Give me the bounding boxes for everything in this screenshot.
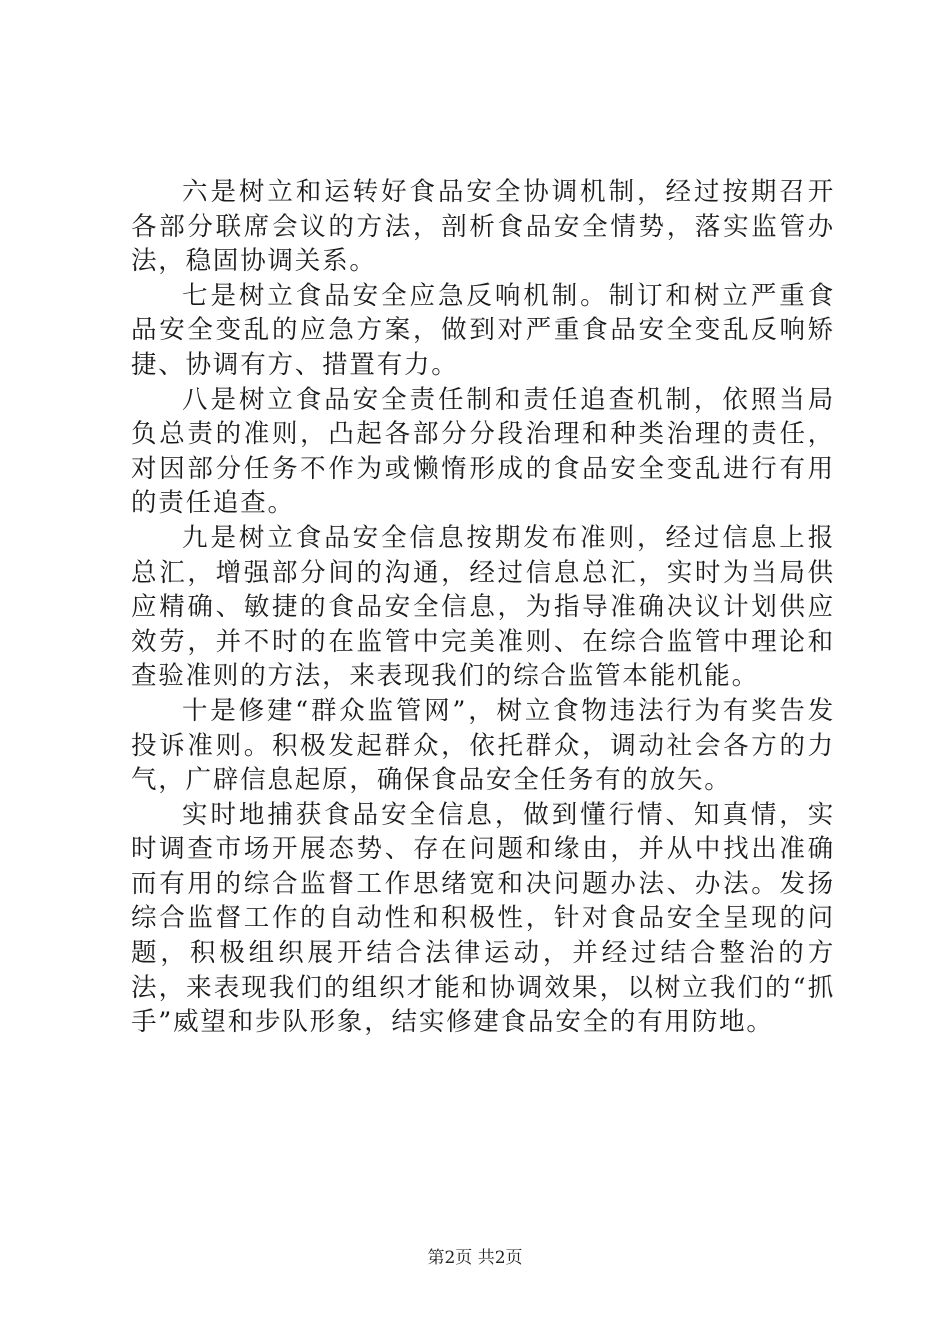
paragraph-9: 九是树立食品安全信息按期发布准则，经过信息上报总汇，增强部分间的沟通，经过信息总汇，实时为当局供应精确、敏捷的食品安全信息，为指导准确决议计划供应效劳，并不时的在监管中完美准则、在综合监管中理论和查验准则的方法，来表现我们的综合监管本能机能。 (131, 522, 835, 692)
paragraph-7: 七是树立食品安全应急反响机制。制订和树立严重食品安全变乱的应急方案，做到对严重食品安全变乱反响矫捷、协调有方、措置有力。 (131, 280, 835, 380)
paragraph-10: 十是修建“群众监管网”，树立食物违法行为有奖告发投诉准则。积极发起群众，依托群众，调动社会各方的力气，广辟信息起原，确保食品安全任务有的放矢。 (131, 695, 835, 796)
paragraph-summary: 实时地捕获食品安全信息，做到懂行情、知真情，实时调查市场开展态势、存在问题和缘由，并从中找出准确而有用的综合监督工作思绪宽和决问题办法、办法。发扬综合监督工作的自动性和积极性，针对食品安全呈现的问题，积极组织展开结合法律运动，并经过结合整治的方法，来表现我们的组织才能和协调效果，以树立我们的“抓手”威望和步队形象，结实修建食品安全的有用防地。 (131, 799, 835, 1038)
body-text (131, 175, 835, 1040)
page-footer: 第2页 共2页 (427, 1248, 523, 1268)
paragraph-6: 六是树立和运转好食品安全协调机制，经过按期召开各部分联席会议的方法，剖析食品安全情势，落实监管办法，稳固协调关系。 (131, 177, 835, 277)
paragraph-8: 八是树立食品安全责任制和责任追查机制，依照当局负总责的准则，凸起各部分分段治理和种类治理的责任，对因部分任务不作为或懒惰形成的食品安全变乱进行有用的责任追查。 (131, 384, 835, 519)
